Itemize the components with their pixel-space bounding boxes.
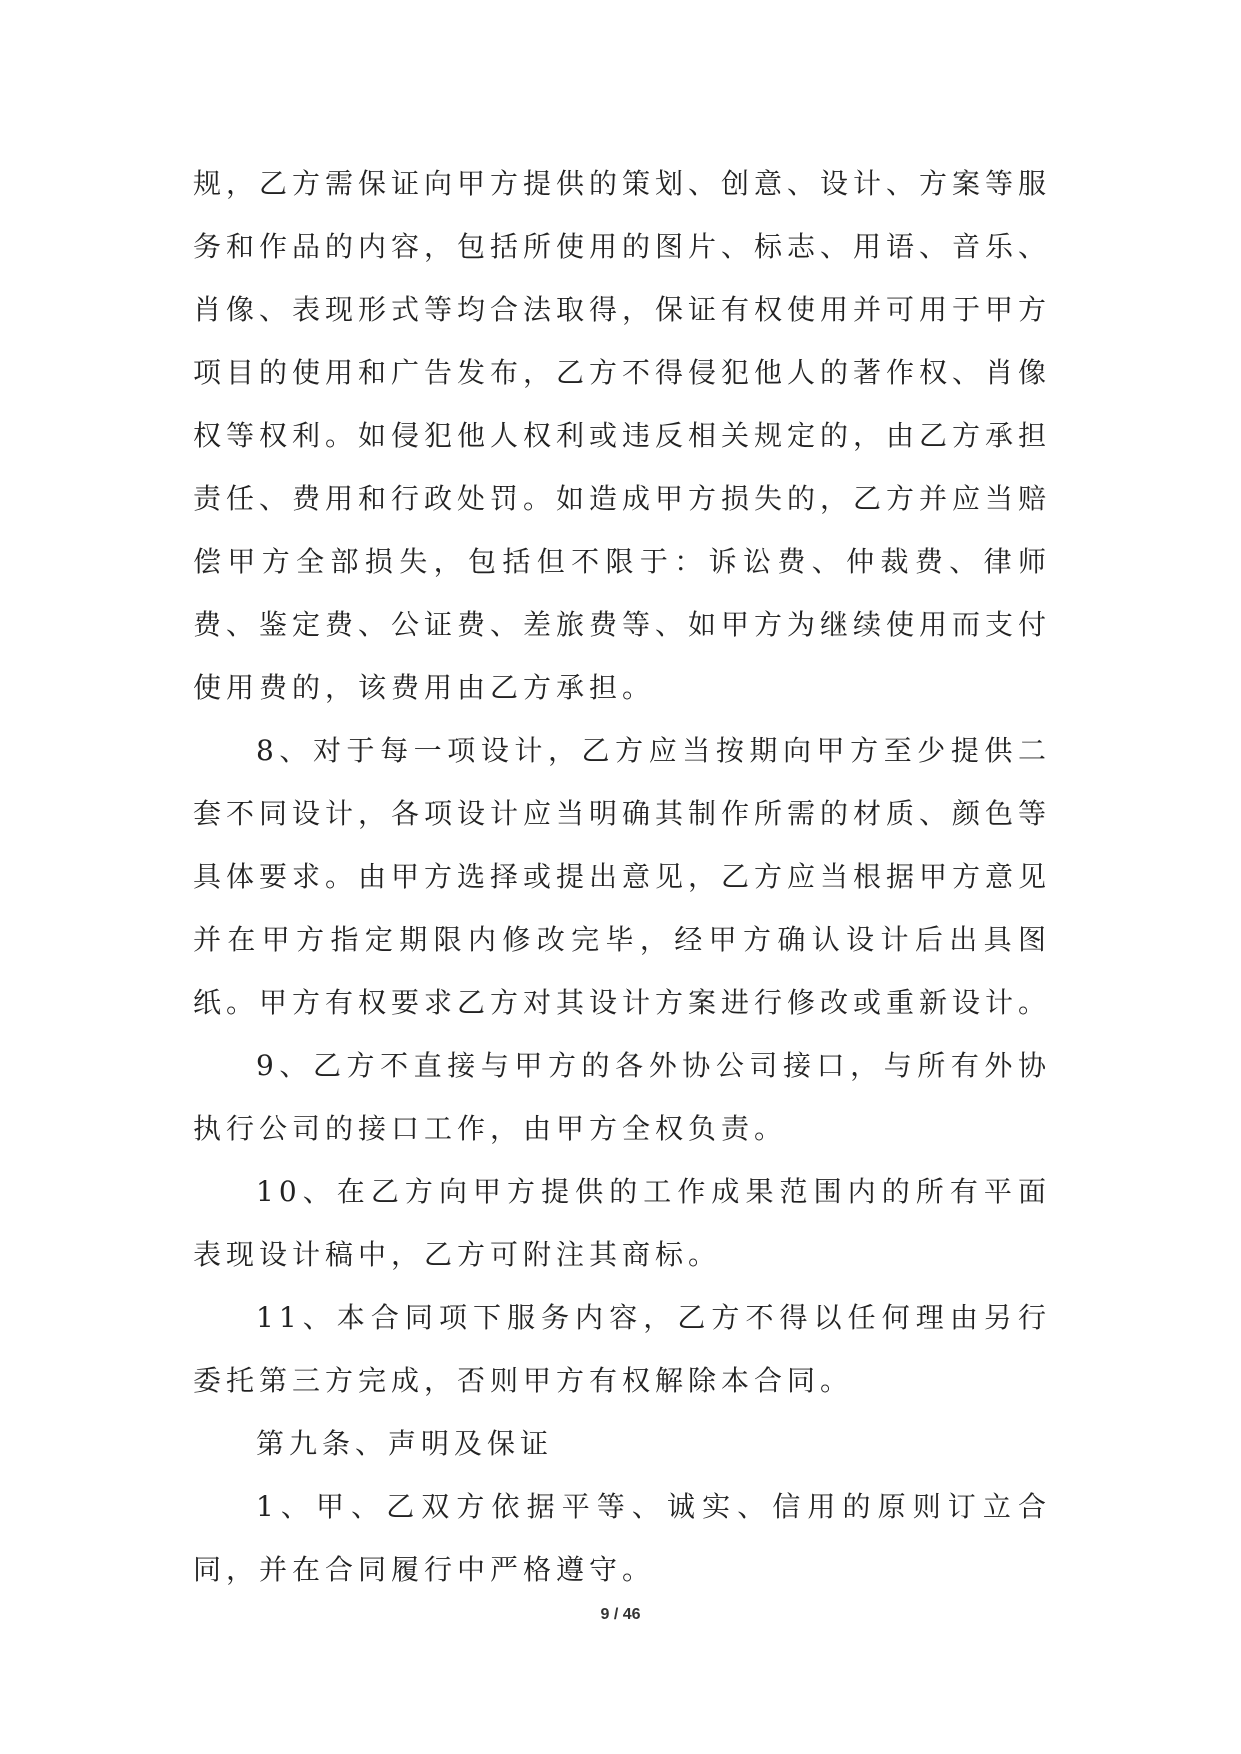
document-body xyxy=(193,152,1051,1601)
paragraph-clause-8: 8、对于每一项设计，乙方应当按期向甲方至少提供二套不同设计，各项设计应当明确其制作所需的材质、颜色等具体要求。由甲方选择或提出意见，乙方应当根据甲方意见并在甲方指定期限内修改完毕，经甲方确认设计后出具图纸。甲方有权要求乙方对其设计方案进行修改或重新设计。 xyxy=(193,734,1052,1019)
paragraph-article-9-item-1: 1、甲、乙双方依据平等、诚实、信用的原则订立合同，并在合同履行中严格遵守。 xyxy=(193,1490,1051,1586)
paragraph-clause-10: 10、在乙方向甲方提供的工作成果范围内的所有平面表现设计稿中，乙方可附注其商标。 xyxy=(193,1175,1051,1271)
section-heading-article-9: 第九条、声明及保证 xyxy=(256,1427,554,1460)
paragraph-continuation: 规，乙方需保证向甲方提供的策划、创意、设计、方案等服务和作品的内容，包括所使用的图片、标志、用语、音乐、肖像、表现形式等均合法取得，保证有权使用并可用于甲方项目的使用和广告发布，乙方不得侵犯他人的著作权、肖像权等权利。如侵犯他人权利或违反相关规定的，由乙方承担责任、费用和行政处罚。如造成甲方损失的，乙方并应当赔偿甲方全部损失，包括但不限于：诉讼费、仲裁费、律师费、鉴定费、公证费、差旅费等、如甲方为继续使用而支付使用费的，该费用由乙方承担。 xyxy=(193,167,1052,704)
page-number: 9 / 46 xyxy=(600,1606,641,1623)
paragraph-clause-11: 11、本合同项下服务内容，乙方不得以任何理由另行委托第三方完成，否则甲方有权解除本合同。 xyxy=(193,1301,1051,1397)
paragraph-clause-9: 9、乙方不直接与甲方的各外协公司接口，与所有外协执行公司的接口工作，由甲方全权负责。 xyxy=(193,1049,1051,1145)
